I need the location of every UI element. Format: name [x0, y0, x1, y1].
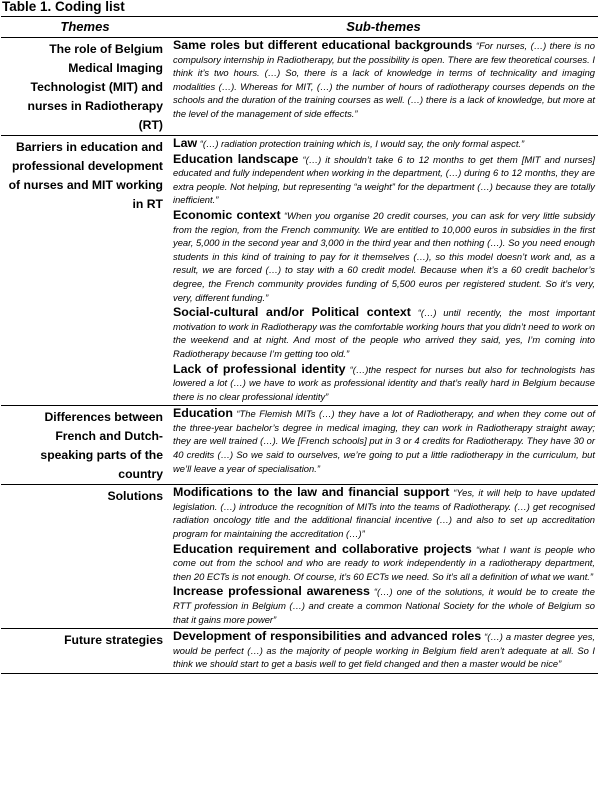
subtheme-title: Same roles but different educational backgrounds: [173, 38, 473, 52]
table-caption: Table 1. Coding list: [2, 0, 125, 14]
subthemes-cell: [169, 406, 598, 485]
subthemes-cell: [169, 629, 598, 674]
subtheme-title: Social-cultural and/or Political context: [173, 305, 411, 320]
subthemes-cell: [169, 136, 598, 406]
subtheme-quote: “When you organise 20 credit courses, you can ask for very little subsidy from the region, from the French community. We are entitled to 10,000 euros in subsidies in the first year, 5,000 in the second year and 3,000 in the third year and then nothing (…). So you need enough students in this kind of training to pay for it themselves (…), so this model doesn’t work and, as a result, we are forced (…) to stay with a 60 credit model. Because when it’s a 60 credit bachelor’s degree, the French community provides funding of 5,500 euros per registered student. So it’s very, very, different funding.”: [173, 209, 595, 303]
subtheme-entry: [173, 153, 595, 207]
table-row: [1, 136, 598, 406]
subtheme-quote: “(…)the respect for nurses but also for technologists has lowered a lot (…) we have to work as professional identity and that’s really hard in Belgium because there is no clear professional identity”: [173, 363, 595, 402]
subtheme-entry: [173, 585, 595, 626]
subtheme-quote: “Yes, it will help to have updated legislation. (…) introduce the recognition of MITs into the teams of Radiotherapy. (…) get recognised radiation oncology title and the additional financial incentive (…) and also to set up accreditation program for maintaining the accreditation (…)”: [173, 487, 595, 540]
subtheme-entry: [173, 486, 595, 540]
subtheme-title: Law: [173, 136, 198, 150]
subthemes-cell: [169, 38, 598, 136]
subtheme-entry: [173, 306, 595, 360]
subtheme-entry: [173, 209, 595, 304]
subtheme-entry: [173, 137, 595, 151]
theme-cell: Future strategies: [1, 629, 169, 674]
theme-cell: Barriers in education and professional development of nurses and MIT working in RT: [1, 136, 169, 406]
subtheme-quote: “(…) it shouldn’t take 6 to 12 months to get them [MIT and nurses] educated and fully independent when working in the department, (…) during 6 to 12 months, they are extra people. Not helping, but representing “a weight” for the department (…) because they are totally inefficient.”: [173, 153, 596, 206]
subtheme-entry: [173, 363, 595, 404]
subtheme-entry: [173, 39, 595, 121]
theme-cell: Differences between French and Dutch-speaking parts of the country: [1, 406, 169, 485]
subtheme-quote: “what I want is people who come out from the school and who are ready to work independently in a radiotherapy department, then 20 ECTs is not enough. Of course, it’s 60 ECTs we need. So it’s all a definition of what we want.”: [173, 543, 595, 582]
subtheme-title: Development of responsibilities and advanced roles: [173, 629, 482, 644]
subtheme-quote: “(…) until recently, the most important motivation to work in Radiotherapy was the comfortable working hours that you didn’t need to work on the weekend and at night. And most of the people who arrived they said, yes, I’m coming into Radiotherapy because I’m getting too old.”: [173, 307, 595, 359]
table-row: [1, 406, 598, 485]
table-header-row: [1, 17, 598, 38]
subtheme-title: Modifications to the law and financial support: [173, 485, 450, 500]
table-row: [1, 485, 598, 629]
subtheme-quote: “(…) radiation protection training which is, I would say, the only formal aspect.”: [197, 138, 525, 149]
header-subthemes: Sub-themes: [169, 17, 598, 38]
subtheme-title: Increase professional awareness: [173, 584, 370, 599]
table-row: [1, 38, 598, 136]
subthemes-cell: [169, 485, 598, 629]
subtheme-title: Education requirement and collaborative projects: [173, 541, 472, 556]
subtheme-quote: “The Flemish MITs (…) they have a lot of Radiotherapy, and when they come out of the three-year bachelor’s degree in medical imaging, they can work in Radiotherapy straight away; they are well trained (…). We [French schools] put in 3 or 4 credits for Radiotherapy. They have 30 or 40 credits (…) So we said to ourselves, we’re going to put a little radiotherapy in the curriculum, but we’ll leave a year of specialisation.”: [173, 408, 595, 474]
subtheme-quote: “(…) a master degree yes, would be perfect (…) as the majority of people working in Belgium field aren’t adequate at all. So I think we should start to get a basis well to get field changed and then a master would be nice”: [173, 631, 595, 670]
subtheme-title: Lack of professional identity: [173, 361, 346, 376]
subtheme-quote: “For nurses, (…) there is no compulsory internship in Radiotherapy, but the possibility is open. There are few theoretical courses. I think it’s two hours. (…) So, there is a lack of knowledge in terms of technicality and imaging modalities (…). Whereas for MIT, (…) the number of hours of radiotherapy courses depends on the schools and the duration of the training courses as well. (…) there is a lack of knowledge, but more at the level of the management of side effects.”: [173, 40, 595, 119]
subtheme-title: Economic context: [173, 207, 281, 222]
subtheme-title: Education: [173, 406, 233, 421]
subtheme-entry: [173, 543, 595, 584]
subtheme-entry: [173, 407, 595, 475]
subtheme-quote: “(…) one of the solutions, it would be to create the RTT profession in Belgium (…) and create a common National Society for the whole of Belgium so that it gains more power”: [173, 586, 595, 625]
subtheme-title: Education landscape: [173, 151, 299, 166]
theme-cell: Solutions: [1, 485, 169, 629]
subtheme-entry: [173, 630, 595, 671]
theme-cell: The role of Belgium Medical Imaging Technologist (MIT) and nurses in Radiotherapy (RT): [1, 38, 169, 136]
header-themes: Themes: [1, 17, 169, 38]
table-row: [1, 629, 598, 674]
coding-list-table: [1, 16, 598, 674]
